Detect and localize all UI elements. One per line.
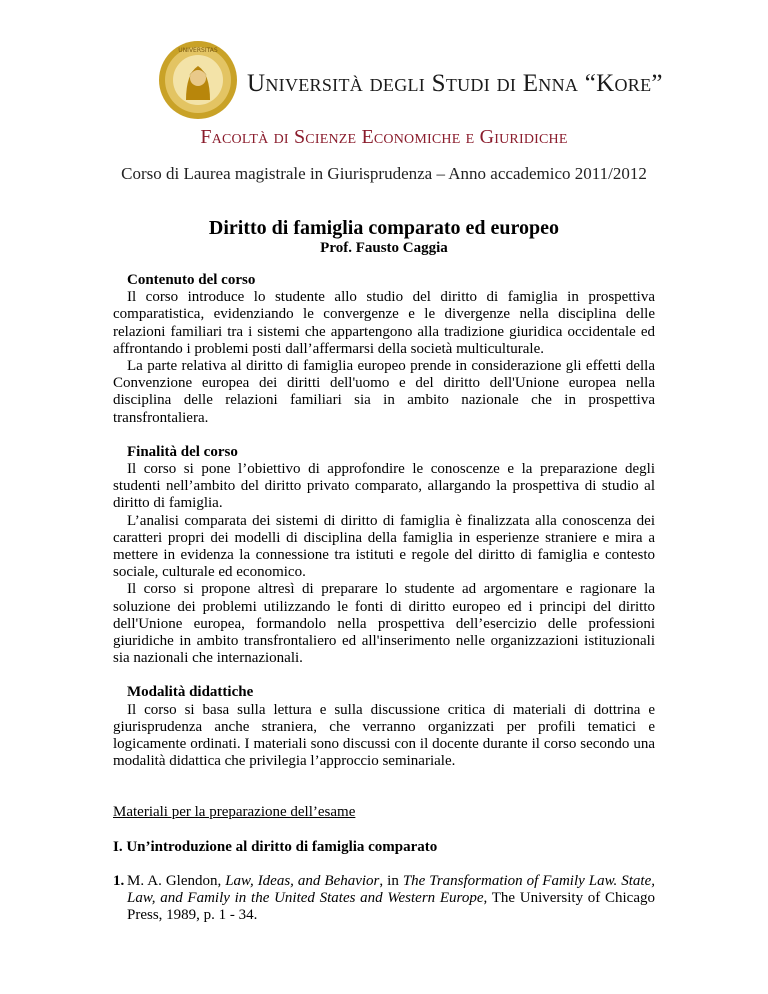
paragraph: La parte relativa al diritto di famiglia europeo prende in considerazione gli effetti della Convenzione europea dei diritti dell'uomo e del diritto dell'Unione europea nella disciplina delle relazioni familiari sia in ambito nazionale che in prospettiva transfrontaliera.: [113, 358, 655, 426]
section-heading-materiali: Materiali per la preparazione dell’esame: [113, 804, 356, 821]
paragraph: Il corso si basa sulla lettura e sulla discussione critica di materiali di dottrina e giurisprudenza anche straniera, che verranno organizzati per profili tematici e logicamente ordinati. I materiali sono discussi con il docente durante il corso secondo una modalità didattica che privilegia l’approccio seminariale.: [113, 701, 655, 770]
course-line: Corso di Laurea magistrale in Giurisprudenza – Anno accademico 2011/2012: [121, 164, 647, 183]
university-name: Università degli Studi di Enna “Kore”: [247, 70, 663, 97]
svg-text:UNIVERSITAS: UNIVERSITAS: [178, 47, 218, 54]
paragraph: L’analisi comparata dei sistemi di diritto di famiglia è finalizzata alla conoscenza dei caratteri propri dei modelli di disciplina della famiglia in esperienze straniere e mira a mettere in evidenza la connessione tra istituti e regole del diritto di famiglia e contesto sociale, culturale ed economico.: [113, 512, 655, 581]
paragraph: Il corso si propone altresì di preparare lo studente ad argomentare e ragionare la soluzione dei problemi utilizzando le fonti di diritto europeo ed i principi del diritto dell'Unione europea, formandolo nella prospettiva dell’esercizio delle professioni giuridiche in ambito transfrontaliero ed all'inserimento nelle organizzazioni istituzionali sia nazionali che internazionali.: [113, 581, 655, 667]
document-body: [113, 272, 655, 925]
faculty-name: Facoltà di Scienze Economiche e Giuridiche: [200, 126, 568, 148]
reference-number: 1.: [113, 872, 125, 889]
section-heading-contenuto: Contenuto del corso: [127, 272, 256, 288]
section-heading-finalita: Finalità del corso: [127, 443, 238, 460]
professor-name: Prof. Fausto Caggia: [320, 240, 448, 256]
university-seal-icon: [158, 40, 238, 120]
reference-item: [113, 873, 655, 925]
paragraph: Il corso introduce lo studente allo studio del diritto di famiglia in prospettiva comparatistica, evidenziando le convergenze e le divergenze nella disciplina delle relazioni familiari tra i sistemi che appartengono alla tradizione giuridica occidentale ed affrontando i problemi posti dall’affermarsi della società multiculturale.: [113, 289, 655, 357]
section-heading-modalita: Modalità didattiche: [127, 684, 254, 701]
letterhead: [0, 0, 768, 183]
reference-text: M. A. Glendon, Law, Ideas, and Behavior, in The Transformation of Family Law. State, Law, and Family in the United States and Western Europe, The University of Chicago Press, 1989, p. 1 - 34.: [127, 872, 656, 924]
part-heading: I. Un’introduzione al diritto di famiglia comparato: [113, 838, 438, 855]
paragraph: Il corso si pone l’obiettivo di approfondire le conoscenze e la preparazione degli studenti nell’ambito del diritto privato comparato, allargando la prospettiva di studio al diritto di famiglia.: [113, 461, 655, 512]
document-title: Diritto di famiglia comparato ed europeo: [208, 217, 560, 239]
